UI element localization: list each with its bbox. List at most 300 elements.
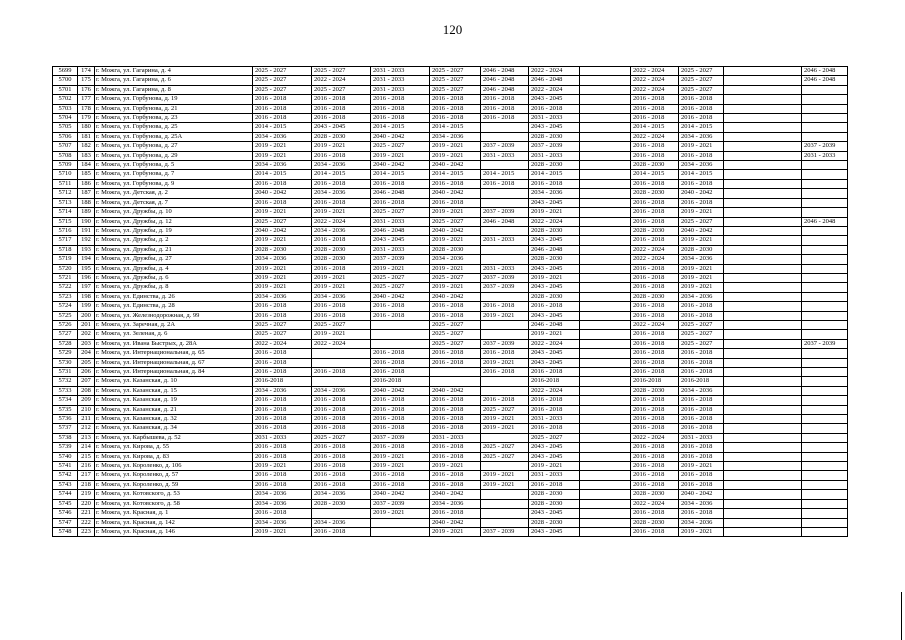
period-cell: 2016 - 2018: [529, 405, 580, 414]
period-cell: 2016 - 2018: [529, 396, 580, 405]
period-cell: 2028 - 2030: [631, 189, 679, 198]
period-cell: [481, 132, 529, 141]
period-cell: [802, 358, 848, 367]
period-cell: [724, 208, 802, 217]
period-cell: 2037 - 2039: [371, 499, 430, 508]
table-body: [53, 67, 848, 537]
table-row: [53, 377, 848, 386]
period-cell: 2019 - 2021: [430, 236, 481, 245]
period-cell: 2031 - 2033: [253, 433, 312, 442]
period-cell: 2016-2018: [253, 377, 312, 386]
period-cell: 2016 - 2018: [430, 198, 481, 207]
period-cell: [724, 499, 802, 508]
table-row: [53, 151, 848, 160]
period-cell: 2040 - 2042: [679, 189, 724, 198]
period-cell: 2034 - 2036: [253, 255, 312, 264]
period-cell: [724, 255, 802, 264]
row-number-cell: 5709: [53, 161, 78, 170]
period-cell: 2022 - 2024: [631, 255, 679, 264]
period-cell: 2019 - 2021: [481, 311, 529, 320]
period-cell: 2034 - 2036: [312, 386, 371, 395]
period-cell: 2016 - 2018: [430, 311, 481, 320]
table-row: [53, 339, 848, 348]
period-cell: [312, 349, 371, 358]
address-cell: г. Можга, ул. Единства, д. 26: [95, 292, 253, 301]
address-cell: г. Можга, ул. Красная, д. 146: [95, 527, 253, 536]
address-cell: г. Можга, ул. Дружбы, д. 2: [95, 236, 253, 245]
item-number-cell: 181: [78, 132, 95, 141]
row-number-cell: 5699: [53, 67, 78, 76]
period-cell: [724, 179, 802, 188]
address-cell: г. Можга, ул. Горбунова, д. 19: [95, 95, 253, 104]
period-cell: [580, 151, 631, 160]
period-cell: [802, 490, 848, 499]
row-number-cell: 5722: [53, 283, 78, 292]
period-cell: [724, 405, 802, 414]
table-row: [53, 452, 848, 461]
period-cell: 2043 - 2045: [529, 509, 580, 518]
period-cell: 2014 - 2015: [253, 170, 312, 179]
address-cell: г. Можга, ул. Гагарина, д. 8: [95, 85, 253, 94]
period-cell: 2034 - 2036: [253, 132, 312, 141]
period-cell: 2037 - 2039: [802, 142, 848, 151]
address-cell: г. Можга, ул. Горбунова, д. 5: [95, 161, 253, 170]
item-number-cell: 222: [78, 518, 95, 527]
period-cell: 2025 - 2027: [679, 76, 724, 85]
period-cell: 2016 - 2018: [631, 471, 679, 480]
period-cell: [481, 255, 529, 264]
period-cell: [724, 358, 802, 367]
table-row: [53, 76, 848, 85]
period-cell: [724, 509, 802, 518]
period-cell: [802, 311, 848, 320]
period-cell: 2016 - 2018: [679, 349, 724, 358]
period-cell: [802, 349, 848, 358]
table-row: [53, 471, 848, 480]
period-cell: 2043 - 2045: [371, 236, 430, 245]
period-cell: [580, 161, 631, 170]
item-number-cell: 184: [78, 161, 95, 170]
period-cell: 2031 - 2033: [802, 151, 848, 160]
period-cell: 2016 - 2018: [631, 358, 679, 367]
address-cell: г. Можга, ул. Казанская, д. 10: [95, 377, 253, 386]
item-number-cell: 221: [78, 509, 95, 518]
period-cell: 2034 - 2036: [679, 499, 724, 508]
period-cell: [371, 330, 430, 339]
period-cell: 2025 - 2027: [371, 273, 430, 282]
row-number-cell: 5740: [53, 452, 78, 461]
period-cell: [580, 499, 631, 508]
period-cell: 2034 - 2036: [679, 161, 724, 170]
table-row: [53, 462, 848, 471]
address-cell: г. Можга, ул. Дружбы, д. 19: [95, 226, 253, 235]
period-cell: 2025 - 2027: [312, 433, 371, 442]
address-cell: г. Можга, ул. Казанская, д. 19: [95, 396, 253, 405]
period-cell: 2016 - 2018: [631, 104, 679, 113]
period-cell: [580, 123, 631, 132]
period-cell: 2022 - 2024: [253, 339, 312, 348]
row-number-cell: 5727: [53, 330, 78, 339]
period-cell: 2040 - 2042: [371, 161, 430, 170]
table-row: [53, 386, 848, 395]
period-cell: 2016 - 2018: [312, 462, 371, 471]
period-cell: [580, 424, 631, 433]
period-cell: 2016 - 2018: [312, 480, 371, 489]
period-cell: [724, 189, 802, 198]
period-cell: 2034 - 2036: [430, 499, 481, 508]
table-row: [53, 104, 848, 113]
period-cell: 2016 - 2018: [371, 415, 430, 424]
period-cell: 2043 - 2045: [312, 123, 371, 132]
period-cell: [802, 95, 848, 104]
period-cell: 2046 - 2048: [802, 67, 848, 76]
period-cell: 2016 - 2018: [253, 509, 312, 518]
period-cell: 2040 - 2042: [253, 226, 312, 235]
item-number-cell: 185: [78, 170, 95, 179]
period-cell: 2028 - 2030: [312, 245, 371, 254]
period-cell: 2025 - 2027: [430, 67, 481, 76]
table-row: [53, 123, 848, 132]
table-row: [53, 170, 848, 179]
period-cell: 2016 - 2018: [631, 311, 679, 320]
address-cell: г. Можга, ул. Горбунова, д. 21: [95, 104, 253, 113]
period-cell: 2016 - 2018: [430, 396, 481, 405]
period-cell: [580, 462, 631, 471]
row-number-cell: 5726: [53, 320, 78, 329]
address-cell: г. Можга, ул. Гагарина, д. 6: [95, 76, 253, 85]
table-row: [53, 518, 848, 527]
table-row: [53, 245, 848, 254]
row-number-cell: 5737: [53, 424, 78, 433]
period-cell: [580, 208, 631, 217]
table-row: [53, 368, 848, 377]
period-cell: [724, 142, 802, 151]
period-cell: 2025 - 2027: [679, 85, 724, 94]
item-number-cell: 211: [78, 415, 95, 424]
period-cell: 2016 - 2018: [631, 151, 679, 160]
period-cell: 2016 - 2018: [631, 217, 679, 226]
period-cell: 2037 - 2039: [481, 273, 529, 282]
row-number-cell: 5730: [53, 358, 78, 367]
period-cell: 2016 - 2018: [312, 179, 371, 188]
period-cell: 2016 - 2018: [679, 471, 724, 480]
period-cell: [802, 283, 848, 292]
period-cell: [580, 358, 631, 367]
period-cell: [580, 349, 631, 358]
address-cell: г. Можга, ул. Интернациональная, д. 67: [95, 358, 253, 367]
period-cell: 2016 - 2018: [529, 104, 580, 113]
period-cell: 2016 - 2018: [430, 302, 481, 311]
period-cell: 2034 - 2036: [679, 518, 724, 527]
period-cell: 2016 - 2018: [430, 509, 481, 518]
period-cell: 2014 - 2015: [679, 170, 724, 179]
row-number-cell: 5732: [53, 377, 78, 386]
row-number-cell: 5734: [53, 396, 78, 405]
period-cell: [580, 339, 631, 348]
table-row: [53, 85, 848, 94]
period-cell: 2022 - 2024: [529, 386, 580, 395]
period-cell: 2019 - 2021: [371, 151, 430, 160]
table-row: [53, 208, 848, 217]
period-cell: 2016 - 2018: [430, 471, 481, 480]
period-cell: 2040 - 2042: [430, 386, 481, 395]
table-row: [53, 415, 848, 424]
period-cell: 2019 - 2021: [529, 208, 580, 217]
period-cell: 2016 - 2018: [481, 349, 529, 358]
period-cell: 2022 - 2024: [529, 217, 580, 226]
period-cell: 2040 - 2042: [371, 386, 430, 395]
period-cell: [724, 104, 802, 113]
period-cell: 2016 - 2018: [312, 114, 371, 123]
period-cell: 2046 - 2048: [802, 217, 848, 226]
period-cell: [481, 330, 529, 339]
period-cell: 2028 - 2030: [631, 518, 679, 527]
period-cell: 2031 - 2033: [529, 415, 580, 424]
period-cell: 2016 - 2018: [312, 302, 371, 311]
row-number-cell: 5738: [53, 433, 78, 442]
period-cell: 2016 - 2018: [371, 480, 430, 489]
period-cell: 2040 - 2042: [679, 226, 724, 235]
period-cell: 2043 - 2045: [529, 123, 580, 132]
period-cell: 2016 - 2018: [631, 415, 679, 424]
period-cell: [580, 405, 631, 414]
item-number-cell: 208: [78, 386, 95, 395]
period-cell: [802, 480, 848, 489]
period-cell: 2028 - 2030: [529, 255, 580, 264]
period-cell: [802, 443, 848, 452]
period-cell: 2034 - 2036: [253, 490, 312, 499]
table-row: [53, 490, 848, 499]
period-cell: 2031 - 2033: [481, 264, 529, 273]
period-cell: 2037 - 2039: [481, 283, 529, 292]
period-cell: 2025 - 2027: [679, 217, 724, 226]
period-cell: 2016 - 2018: [631, 95, 679, 104]
period-cell: [724, 245, 802, 254]
period-cell: [724, 76, 802, 85]
address-cell: г. Можга, ул. Интернациональная, д. 84: [95, 368, 253, 377]
period-cell: [724, 132, 802, 141]
period-cell: 2034 - 2036: [430, 132, 481, 141]
period-cell: 2025 - 2027: [481, 405, 529, 414]
period-cell: 2016 - 2018: [371, 471, 430, 480]
period-cell: 2016 - 2018: [430, 179, 481, 188]
period-cell: [724, 330, 802, 339]
table-row: [53, 302, 848, 311]
period-cell: [802, 433, 848, 442]
row-number-cell: 5742: [53, 471, 78, 480]
address-cell: г. Можга, ул. Горбунова, д. 25: [95, 123, 253, 132]
period-cell: 2019 - 2021: [430, 283, 481, 292]
period-cell: 2040 - 2042: [371, 132, 430, 141]
period-cell: [802, 132, 848, 141]
period-cell: [580, 245, 631, 254]
period-cell: 2037 - 2039: [481, 142, 529, 151]
period-cell: 2025 - 2027: [481, 452, 529, 461]
period-cell: 2043 - 2045: [529, 358, 580, 367]
period-cell: 2022 - 2024: [631, 85, 679, 94]
period-cell: [580, 273, 631, 282]
period-cell: 2016 - 2018: [312, 396, 371, 405]
period-cell: 2016 - 2018: [312, 198, 371, 207]
period-cell: [481, 198, 529, 207]
period-cell: 2031 - 2033: [481, 151, 529, 160]
table-row: [53, 424, 848, 433]
period-cell: 2025 - 2027: [253, 217, 312, 226]
period-cell: [802, 236, 848, 245]
period-cell: 2016 - 2018: [679, 396, 724, 405]
row-number-cell: 5714: [53, 208, 78, 217]
period-cell: [802, 170, 848, 179]
period-cell: 2037 - 2039: [529, 142, 580, 151]
period-cell: [724, 452, 802, 461]
period-cell: 2016 - 2018: [679, 368, 724, 377]
period-cell: 2016 - 2018: [481, 179, 529, 188]
period-cell: 2016 - 2018: [631, 424, 679, 433]
period-cell: [580, 179, 631, 188]
address-cell: г. Можга, ул. Дружбы, д. 8: [95, 283, 253, 292]
row-number-cell: 5747: [53, 518, 78, 527]
period-cell: [580, 396, 631, 405]
row-number-cell: 5717: [53, 236, 78, 245]
address-cell: г. Можга, ул. Горбунова, д. 27: [95, 142, 253, 151]
address-cell: г. Можга, ул. Дружбы, д. 21: [95, 245, 253, 254]
item-number-cell: 216: [78, 462, 95, 471]
period-cell: 2040 - 2042: [253, 189, 312, 198]
row-number-cell: 5729: [53, 349, 78, 358]
period-cell: 2040 - 2042: [430, 189, 481, 198]
period-cell: 2028 - 2030: [253, 245, 312, 254]
period-cell: 2016 - 2018: [312, 311, 371, 320]
period-cell: [580, 386, 631, 395]
row-number-cell: 5723: [53, 292, 78, 301]
period-cell: 2016 - 2018: [481, 368, 529, 377]
period-cell: 2022 - 2024: [529, 339, 580, 348]
period-cell: [580, 368, 631, 377]
period-cell: 2022 - 2024: [631, 67, 679, 76]
period-cell: 2016 - 2018: [253, 302, 312, 311]
period-cell: 2040 - 2042: [371, 292, 430, 301]
period-cell: 2016 - 2018: [371, 358, 430, 367]
period-cell: 2016 - 2018: [679, 452, 724, 461]
period-cell: [371, 339, 430, 348]
period-cell: 2046 - 2048: [371, 226, 430, 235]
period-cell: [481, 161, 529, 170]
period-cell: 2019 - 2021: [430, 527, 481, 536]
period-cell: [724, 264, 802, 273]
period-cell: [724, 433, 802, 442]
period-cell: 2034 - 2036: [312, 518, 371, 527]
item-number-cell: 217: [78, 471, 95, 480]
period-cell: [481, 386, 529, 395]
item-number-cell: 219: [78, 490, 95, 499]
item-number-cell: 174: [78, 67, 95, 76]
period-cell: [724, 67, 802, 76]
period-cell: 2019 - 2021: [679, 283, 724, 292]
period-cell: [580, 226, 631, 235]
period-cell: 2016 - 2018: [430, 349, 481, 358]
item-number-cell: 220: [78, 499, 95, 508]
period-cell: 2016 - 2018: [631, 509, 679, 518]
period-cell: 2031 - 2033: [679, 433, 724, 442]
period-cell: 2034 - 2036: [253, 386, 312, 395]
period-cell: 2046 - 2048: [529, 320, 580, 329]
period-cell: 2028 - 2030: [679, 245, 724, 254]
period-cell: 2025 - 2027: [430, 76, 481, 85]
period-cell: 2016 - 2018: [253, 198, 312, 207]
period-cell: 2016 - 2018: [679, 95, 724, 104]
period-cell: 2016 - 2018: [430, 114, 481, 123]
period-cell: [580, 283, 631, 292]
period-cell: 2019 - 2021: [312, 208, 371, 217]
period-cell: [802, 452, 848, 461]
period-cell: 2046 - 2048: [481, 76, 529, 85]
period-cell: 2034 - 2036: [679, 132, 724, 141]
period-cell: [802, 292, 848, 301]
item-number-cell: 189: [78, 208, 95, 217]
period-cell: 2019 - 2021: [312, 330, 371, 339]
period-cell: 2046 - 2048: [529, 245, 580, 254]
address-cell: г. Можга, ул. Интернациональная, д. 65: [95, 349, 253, 358]
period-cell: [802, 264, 848, 273]
row-number-cell: 5739: [53, 443, 78, 452]
period-cell: [580, 170, 631, 179]
period-cell: [580, 264, 631, 273]
period-cell: 2019 - 2021: [481, 424, 529, 433]
address-cell: г. Можга, ул. Дружбы, д. 10: [95, 208, 253, 217]
period-cell: 2014 - 2015: [312, 170, 371, 179]
address-cell: г. Можга, ул. Зеленая, д. 6: [95, 330, 253, 339]
period-cell: 2016 - 2018: [371, 443, 430, 452]
period-cell: 2016 - 2018: [430, 443, 481, 452]
period-cell: 2016 - 2018: [631, 179, 679, 188]
row-number-cell: 5736: [53, 415, 78, 424]
row-number-cell: 5735: [53, 405, 78, 414]
address-cell: г. Можга, ул. Казанская, д. 32: [95, 415, 253, 424]
period-cell: [580, 471, 631, 480]
period-cell: 2016 - 2018: [312, 443, 371, 452]
period-cell: 2016 - 2018: [481, 302, 529, 311]
period-cell: 2028 - 2030: [529, 490, 580, 499]
period-cell: 2046 - 2048: [481, 67, 529, 76]
period-cell: 2016 - 2018: [631, 208, 679, 217]
table-row: [53, 509, 848, 518]
period-cell: 2016 - 2018: [371, 311, 430, 320]
address-cell: г. Можга, ул. Кирова, д. 83: [95, 452, 253, 461]
period-cell: [580, 132, 631, 141]
period-cell: 2019 - 2021: [312, 142, 371, 151]
table-row: [53, 311, 848, 320]
period-cell: 2031 - 2033: [371, 85, 430, 94]
table-row: [53, 226, 848, 235]
row-number-cell: 5711: [53, 179, 78, 188]
address-cell: г. Можга, ул. Железнодорожная, д. 99: [95, 311, 253, 320]
period-cell: 2016 - 2018: [481, 104, 529, 113]
item-number-cell: 198: [78, 292, 95, 301]
period-cell: [481, 123, 529, 132]
period-cell: 2031 - 2033: [481, 236, 529, 245]
period-cell: [802, 405, 848, 414]
table-row: [53, 189, 848, 198]
item-number-cell: 201: [78, 320, 95, 329]
item-number-cell: 215: [78, 452, 95, 461]
period-cell: [312, 509, 371, 518]
period-cell: [802, 396, 848, 405]
period-cell: 2022 - 2024: [631, 433, 679, 442]
period-cell: 2016 - 2018: [631, 405, 679, 414]
table-row: [53, 283, 848, 292]
period-cell: 2016 - 2018: [371, 302, 430, 311]
period-cell: 2028 - 2030: [312, 255, 371, 264]
